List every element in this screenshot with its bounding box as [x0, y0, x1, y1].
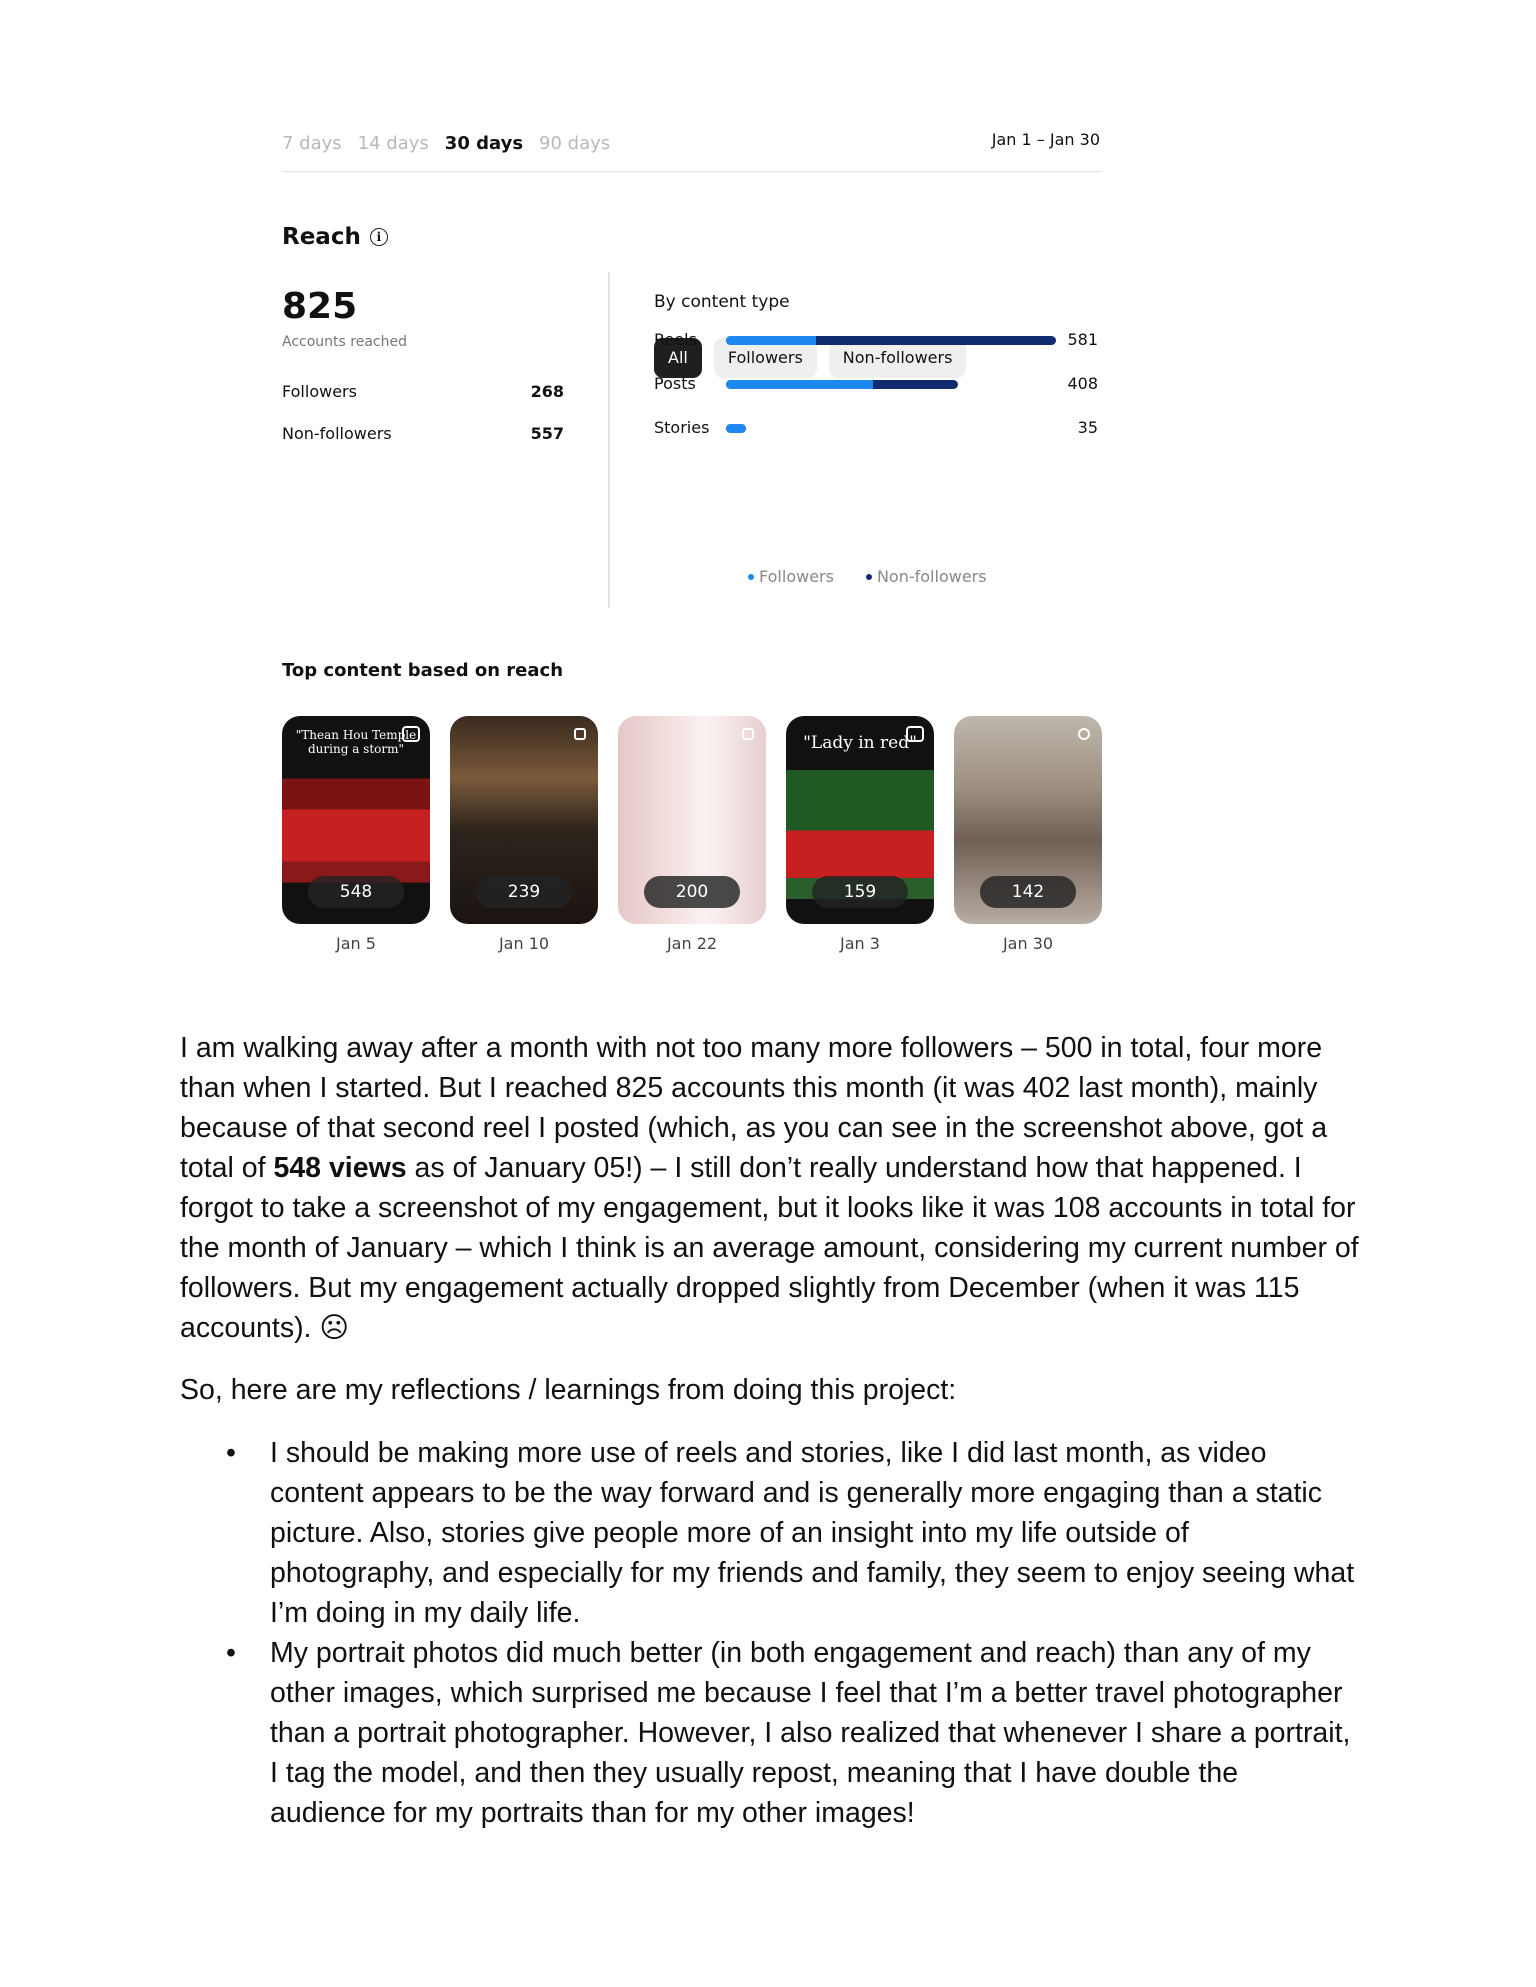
bar-non-followers: [726, 380, 958, 389]
bar-row-reels: [654, 328, 1102, 352]
bar-value-label: 408: [1067, 374, 1098, 393]
non-followers-reach-row: [282, 424, 564, 443]
paragraph-text: I am walking away after a month with not too many more followers – 500 in total, four more than when I started. But I reached 825 accounts this month (it was 402 last month), mainly because of that second reel I posted (which, as you can see in the screenshot above, got a total of: [180, 1032, 1328, 1184]
top-content-item[interactable]: [954, 716, 1102, 924]
thumb-date: Jan 30: [1002, 934, 1054, 953]
carousel-icon: [742, 728, 754, 740]
bar-non-followers: [726, 336, 1056, 345]
bar-non-followers: [726, 424, 746, 433]
body-paragraph-2: So, here are my reflections / learnings from doing this project:: [180, 1374, 957, 1406]
bar-track: [726, 424, 1056, 433]
carousel-icon: [574, 728, 586, 740]
thumb-date: Jan 22: [666, 934, 718, 953]
chip-followers[interactable]: Followers: [714, 338, 817, 378]
reach-count: 159: [812, 876, 908, 908]
bar-followers: [726, 380, 873, 389]
accounts-reached-label: Accounts reached: [282, 334, 407, 350]
reach-count: 200: [644, 876, 740, 908]
followers-reach-row: [282, 382, 564, 401]
paragraph-bold-text: 548 views: [273, 1152, 407, 1184]
top-content-title: Top content based on reach: [282, 660, 564, 681]
legend-followers: [748, 567, 834, 586]
legend-followers-dot: [748, 574, 754, 580]
top-content-item[interactable]: [786, 716, 934, 924]
bar-row-posts: [654, 372, 1102, 396]
followers-label: Followers: [282, 382, 357, 401]
body-paragraph-1: [180, 1028, 1360, 1348]
reach-heading: [282, 224, 388, 250]
thumb-date: Jan 10: [498, 934, 550, 953]
by-content-type-title: By content type: [654, 292, 790, 312]
top-content-item[interactable]: [618, 716, 766, 924]
thumb-caption: "Thean Hou Temple during a storm": [295, 728, 417, 756]
divider: [282, 171, 1102, 172]
vertical-divider: [608, 272, 610, 608]
bullet-icon: •: [226, 1437, 236, 1469]
reach-count: 548: [308, 876, 404, 908]
reflections-list: [180, 1433, 1360, 1833]
legend-non-followers-dot: [866, 574, 872, 580]
time-range-tabs: [282, 133, 610, 159]
non-followers-value: 557: [530, 424, 564, 443]
reach-count: 239: [476, 876, 572, 908]
reel-icon: [402, 726, 420, 742]
tab-7-days[interactable]: 7 days: [282, 133, 342, 154]
tab-90-days[interactable]: 90 days: [539, 133, 611, 154]
list-item-text: I should be making more use of reels and stories, like I did last month, as video content appears to be the way forward and is generally more engaging than a static picture. Also, stories give people more of an insight into my life outside of photography, and especially for my friends and family, they seem to enjoy seeing what I’m doing in my daily life.: [270, 1437, 1355, 1629]
info-icon[interactable]: i: [370, 228, 388, 246]
list-item: [180, 1433, 1360, 1633]
non-followers-label: Non-followers: [282, 424, 392, 443]
date-range: Jan 1 – Jan 30: [991, 130, 1100, 149]
bar-followers: [726, 336, 816, 345]
legend-non-followers: [866, 567, 987, 586]
tab-14-days[interactable]: 14 days: [357, 133, 429, 154]
legend-non-followers-label: Non-followers: [876, 567, 987, 586]
top-content-item[interactable]: [450, 716, 598, 924]
paragraph-text: as of January 05!) – I still don’t really understand how that happened. I forgot to take a screenshot of my engagement, but it looks like it was 108 accounts in total for the month of January – which I think is an average amount, considering my current number of followers. But my engagement actually dropped slightly from December (when it was 115 accounts). ☹: [180, 1152, 1359, 1344]
thumb-date: Jan 5: [336, 934, 376, 953]
list-item: [180, 1633, 1360, 1833]
bar-value-label: 35: [1077, 418, 1098, 437]
list-item-text: My portrait photos did much better (in both engagement and reach) than any of my other images, which surprised me because I feel that I’m a better travel photographer than a portrait photographer. However, I also realized that whenever I share a portrait, I tag the model, and then they usually repost, meaning that I have double the audience for my portraits than for my other images!: [270, 1637, 1351, 1829]
followers-value: 268: [530, 382, 564, 401]
bar-track: [726, 380, 1056, 389]
chart-legend: [748, 567, 987, 586]
accounts-reached-total: 825: [282, 286, 358, 327]
thumb-caption: "Lady in red": [803, 733, 917, 753]
reel-icon: [906, 726, 924, 742]
bar-row-stories: [654, 416, 1102, 440]
reach-count: 142: [980, 876, 1076, 908]
reach-title: Reach: [282, 224, 361, 250]
bar-category-label: Stories: [654, 418, 710, 437]
bar-followers: [726, 424, 746, 433]
story-icon: [1078, 728, 1090, 740]
thumb-date: Jan 3: [840, 934, 880, 953]
bar-category-label: Posts: [654, 374, 696, 393]
legend-followers-label: Followers: [759, 567, 834, 586]
bullet-icon: •: [226, 1637, 236, 1669]
tab-30-days[interactable]: 30 days: [444, 133, 524, 154]
bar-value-label: 581: [1067, 330, 1098, 349]
bar-category-label: Reels: [654, 330, 697, 349]
top-content-item[interactable]: [282, 716, 430, 924]
bar-track: [726, 336, 1056, 345]
chip-non-followers[interactable]: Non-followers: [829, 338, 967, 378]
chip-all[interactable]: All: [654, 338, 702, 378]
